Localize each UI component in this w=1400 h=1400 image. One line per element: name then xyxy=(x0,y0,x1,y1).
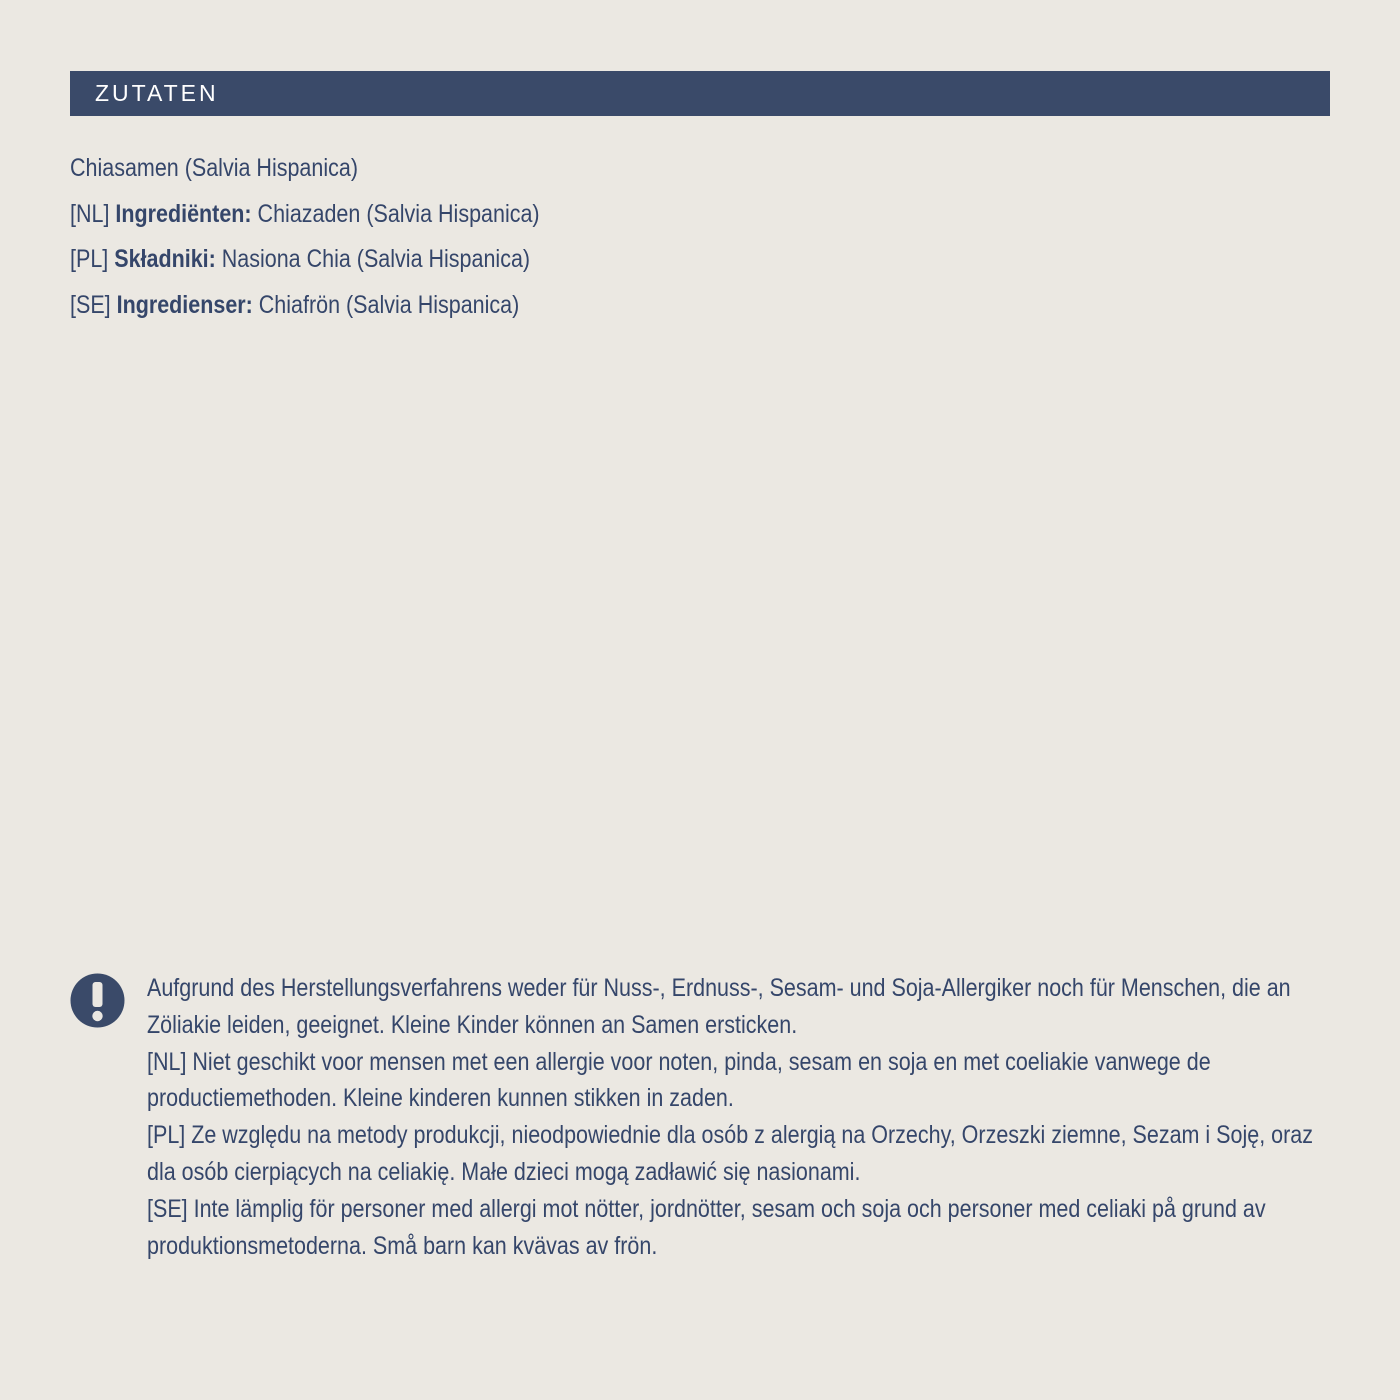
warning-line: [PL] Ze względu na metody produkcji, nieodpowiednie dla osób z alergią na Orzechy, Orzeszki ziemne, Sezam i Soję, oraz xyxy=(147,1121,1313,1150)
language-code: [NL] xyxy=(70,199,116,228)
warning-line: dla osób cierpiących na celiakię. Małe dzieci mogą zadławić się nasionami. xyxy=(147,1157,861,1186)
ingredient-line-pl xyxy=(70,237,1154,283)
warning-line: productiemethoden. Kleine kinderen kunnen stikken in zaden. xyxy=(147,1084,734,1113)
ingredient-label: Ingredienser: xyxy=(116,290,253,319)
ingredient-text: Chiasamen (Salvia Hispanica) xyxy=(70,154,358,182)
ingredient-line-se xyxy=(70,283,1154,329)
warning-line: Zöliakie leiden, geeignet. Kleine Kinder können an Samen ersticken. xyxy=(147,1010,798,1039)
language-code: [SE] xyxy=(70,290,117,319)
warning-line: Aufgrund des Herstellungsverfahrens weder für Nuss-, Erdnuss-, Sesam- und Soja-Allergiker noch für Menschen, die an xyxy=(147,974,1291,1002)
ingredient-text: Chiafrön (Salvia Hispanica) xyxy=(252,290,520,319)
exclamation-circle-icon xyxy=(70,973,125,1028)
ingredient-text: Nasiona Chia (Salvia Hispanica) xyxy=(215,245,531,273)
ingredient-line-de xyxy=(70,146,1154,192)
section-header-bar xyxy=(70,71,1330,116)
section-title: ZUTATEN xyxy=(95,80,219,106)
ingredients-list xyxy=(70,146,1330,328)
ingredient-label: Składniki: xyxy=(114,245,216,273)
warning-text xyxy=(147,970,1313,1264)
warning-line: produktionsmetoderna. Små barn kan kvävas av frön. xyxy=(147,1231,658,1260)
warning-line: [SE] Inte lämplig för personer med allergi mot nötter, jordnötter, sesam och soja och personer med celiaki på grund av xyxy=(147,1194,1266,1223)
ingredient-line-nl xyxy=(70,192,1154,238)
language-code: [PL] xyxy=(70,245,115,273)
ingredient-text: Chiazaden (Salvia Hispanica) xyxy=(251,199,540,228)
warning-line: [NL] Niet geschikt voor mensen met een allergie voor noten, pinda, sesam en soja en met coeliakie vanwege de xyxy=(147,1047,1211,1076)
ingredient-label: Ingrediënten: xyxy=(115,199,252,228)
